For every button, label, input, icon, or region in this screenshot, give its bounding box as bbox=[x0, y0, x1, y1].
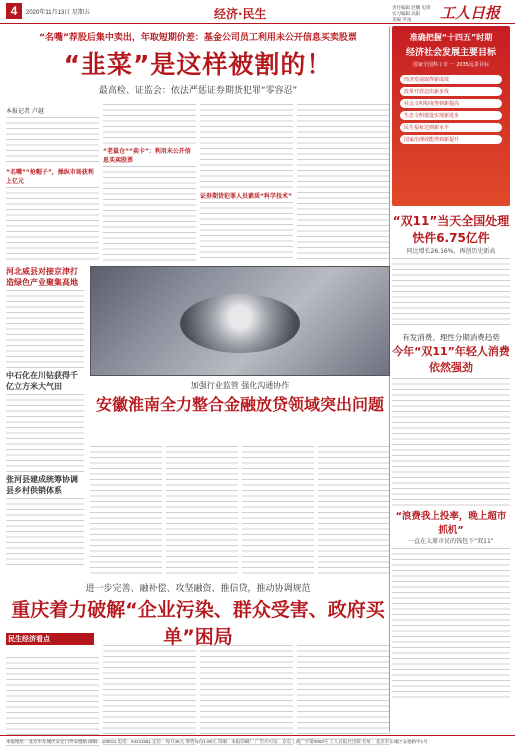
brief-head-3: 张河县建成统筹协调县乡村供销体系 bbox=[6, 475, 78, 495]
lead-column-4 bbox=[297, 104, 390, 262]
brief-text-1 bbox=[6, 290, 84, 370]
text-lines bbox=[6, 117, 99, 165]
lead-subhead: 最高检、证监会：依法严惩证券期货犯罪“零容忍” bbox=[98, 86, 298, 96]
lead-minihead-2: “老鼠仓”“卖卡”：利用未公开信息买卖股票 bbox=[103, 148, 191, 164]
lead-column-3 bbox=[200, 104, 293, 262]
taiyuan-headline: “浪费我上投率，晚上超市抓机” bbox=[395, 511, 507, 536]
lead-byline: 本报记者 卢越 bbox=[6, 108, 44, 115]
promo-pill-list bbox=[396, 75, 506, 144]
text-lines bbox=[297, 104, 390, 259]
page-footer: 本报地址：北京市东城区安定门外安德路 邮编：100011 电话：64211561 定价：每月36元 零售每份1.80元 印刷：本报印刷厂 广告许可证：京东工商广字第0063号 工人日报社出版 社址：北京市东城区安德路甲1号 bbox=[0, 735, 515, 748]
section-title: 经济·民生 bbox=[214, 7, 267, 21]
newspaper-logo: 工人日报 bbox=[440, 4, 501, 22]
text-lines bbox=[200, 202, 293, 262]
promo-line-3: 国家全国科工专 一 2035远景目标 bbox=[413, 62, 489, 68]
lead-kicker: “名嘴”荐股后集中卖出，年取短期价差：基金公司员工利用未公开信息买卖股票 bbox=[39, 33, 357, 43]
taiyuan-body bbox=[392, 548, 510, 698]
lead-minihead-3: 证券期货犯罪人员素质“科学技术” bbox=[200, 193, 292, 200]
issue-date: 2020年11月13日 星期五 bbox=[26, 10, 90, 16]
brief-text-2 bbox=[6, 394, 84, 474]
brief-head-2: 中石化在川钻获得千亿立方米大气田 bbox=[6, 371, 78, 391]
text-lines bbox=[242, 446, 314, 576]
text-lines bbox=[318, 446, 390, 576]
express-headline: “双11”当天全国处理快件6.75亿件 bbox=[392, 214, 510, 245]
brief-news-strip bbox=[6, 266, 84, 568]
page-header bbox=[0, 0, 515, 24]
text-lines bbox=[6, 187, 99, 262]
main-content bbox=[6, 26, 390, 648]
express-subhead: 同比增长26.16%，再创历史新高 bbox=[406, 248, 496, 255]
bottom-body bbox=[6, 645, 390, 748]
youth-kicker: 有发消费、理性分期消费趋势 bbox=[402, 333, 500, 342]
promo-pill: 社会文明程度得到新提高 bbox=[400, 99, 502, 108]
text-lines bbox=[200, 104, 293, 189]
promo-pill: 国家治理效能得到新提升 bbox=[400, 135, 502, 144]
editors-credit: 责任编辑 赵鹏 史锋 实习编辑 高阳 美编 罗凌 bbox=[392, 5, 431, 22]
article2-caption: 加强行业监管 强化沟通协作 bbox=[190, 381, 290, 390]
text-lines bbox=[103, 166, 196, 262]
promo-pill: 民生福祉达到新水平 bbox=[400, 123, 502, 132]
column-tag: 民生经济看点 bbox=[6, 633, 94, 645]
express-body bbox=[392, 258, 510, 328]
promo-pill: 改革开放迈出新步伐 bbox=[400, 87, 502, 96]
bottom-kicker: 进一步完善、融补偿、攻坚融资、推信贷，推动协调规范 bbox=[85, 584, 311, 594]
youth-headline: 今年“双11”年轻人消费依然强劲 bbox=[392, 345, 510, 374]
promo-pill: 经济发展取得新成效 bbox=[400, 75, 502, 84]
lead-body bbox=[6, 104, 390, 262]
lead-headline: “韭菜”是这样被割的！ bbox=[63, 50, 333, 79]
text-lines bbox=[90, 446, 162, 576]
text-lines bbox=[166, 446, 238, 576]
right-column bbox=[392, 26, 510, 698]
anhui-article bbox=[90, 266, 390, 415]
article2-headline: 安徽淮南全力整合金融放贷领域突出问题 bbox=[95, 395, 384, 414]
lead-column-2 bbox=[103, 104, 196, 262]
article-photo bbox=[90, 266, 390, 376]
brief-text-3 bbox=[6, 498, 84, 568]
text-lines bbox=[103, 104, 196, 144]
taiyuan-subhead: 一直在太原市民的钱包下“双11” bbox=[408, 538, 494, 545]
text-lines bbox=[200, 645, 293, 748]
lead-minihead-1: “名嘴”“抢帽子”，操纵市场获利上亿元 bbox=[6, 169, 94, 185]
page-number: 4 bbox=[6, 3, 22, 19]
chongqing-article bbox=[6, 581, 390, 649]
brief-head-1: 河北威县对接京津打造绿色产业聚集高地 bbox=[6, 267, 78, 287]
anhui-article-body bbox=[90, 446, 390, 576]
promo-line-1: 准确把握“十四五”时期 bbox=[409, 33, 493, 42]
promo-banner bbox=[392, 26, 510, 206]
lead-column-1 bbox=[6, 104, 99, 262]
youth-body bbox=[392, 378, 510, 508]
bottom-headline: 重庆着力破解“企业污染、群众受害、政府买单”困局 bbox=[11, 599, 385, 648]
text-lines bbox=[297, 645, 390, 748]
text-lines bbox=[103, 645, 196, 748]
promo-pill: 生态文明建设实现新进步 bbox=[400, 111, 502, 120]
promo-line-2: 经济社会发展主要目标 bbox=[405, 48, 496, 58]
